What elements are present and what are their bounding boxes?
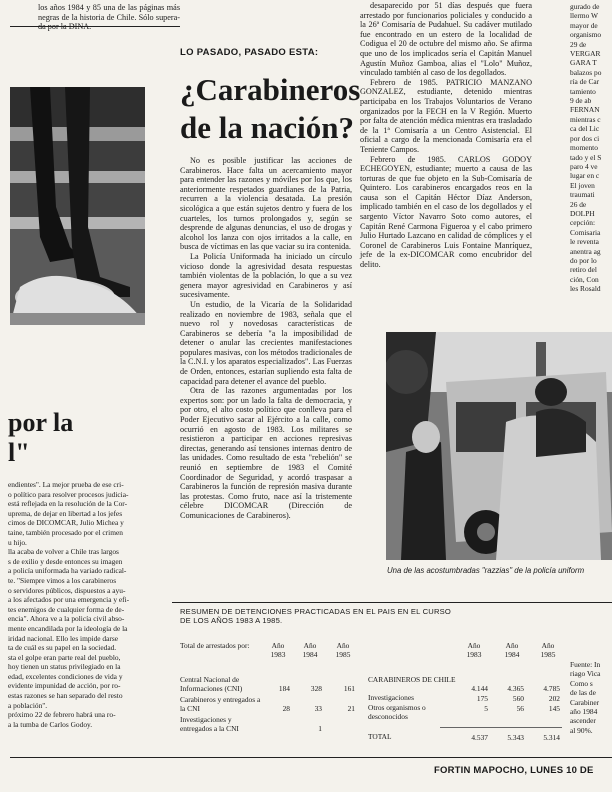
left-headline-line2: l" bbox=[8, 438, 30, 467]
left-column-line: estas razones se han separado del resto bbox=[8, 691, 123, 701]
far-right-line: le reventa bbox=[570, 237, 599, 247]
left-column-text bbox=[8, 480, 166, 729]
far-right-bottom-line: Fuente: In bbox=[570, 660, 601, 669]
far-right-line: momento bbox=[570, 143, 598, 153]
table-right-year-1984: Año 1984 bbox=[504, 641, 520, 659]
far-right-bottom-line: al 90%. bbox=[570, 725, 593, 735]
table-left-row-label: Carabineros y entregados a la CNI bbox=[180, 695, 261, 713]
far-right-bottom-line: ascender bbox=[570, 716, 596, 726]
left-column-line: a los afectados por una emergencia y efi- bbox=[8, 595, 130, 605]
left-column-line: mente encandilada por la ideología de la bbox=[8, 623, 128, 633]
far-right-line: anentra ag bbox=[570, 246, 601, 256]
far-right-line: 9 de ab bbox=[570, 96, 592, 106]
table-left-year-1985: Año 1985 bbox=[335, 641, 351, 659]
table-left-header: Total de arrestados por: bbox=[180, 641, 250, 650]
article-paragraph: Otra de las razones argumentadas por los expertos son: por un lado la falta de democracia, y por otro, el alto costo político que conlleva para el Poder Ejecutivo sacar al Ejército a la calle, como ocurrió en agosto de 1983. Los militares se resistieron a participar en acciones represivas directas, generando así tensiones internas dentro de las unidades. Como resultado de esta "rebelión" se reunió en septiembre de 1983 el Comité Coordinador de Seguridad, y acordó traspasar a Carabineros la función de represión masiva durante las protestas. Como fruto, nace así la tristemente célebre DICOMCAR (Dirección de Comunicaciones de Carabineros). bbox=[180, 386, 352, 520]
far-right-line: ción, Con bbox=[570, 274, 599, 284]
far-right-line: DOLPH bbox=[570, 208, 595, 218]
article-paragraph: desaparecido por 51 días después que fuera arrestado por funcionarios policiales y conducido a la 26ª Comisaría de Pudahuel. Su cadáver mutilado fue encontrado en un estero de la localidad de Codigua el 20 de octubre del mismo año. Se afirma que uno de los implicados sería el Capitán Manuel Agustín Muñoz Gamboa, alias el "Lolo" Muñoz, vinculado también al caso de los degollados. bbox=[360, 1, 532, 78]
divider bbox=[10, 26, 180, 27]
table-right-cell: 175 bbox=[476, 694, 488, 703]
left-column-line: encia". Ahora ve a la policía civil abso- bbox=[8, 614, 125, 624]
table-right-row-label: Investigaciones bbox=[368, 693, 414, 702]
total-rule bbox=[440, 727, 562, 728]
far-right-line: El joven bbox=[570, 180, 595, 190]
table-left-year-1983: Año 1983 bbox=[270, 641, 286, 659]
table-right-cell: 4.365 bbox=[507, 684, 524, 693]
table-left-cell: 33 bbox=[314, 704, 322, 713]
far-right-line: Comisaria bbox=[570, 227, 601, 237]
table-total-cell: 5.314 bbox=[543, 733, 560, 742]
left-headline-line1: por la bbox=[8, 408, 74, 437]
left-column-line: a policía uniformada ha variado radical- bbox=[8, 566, 127, 576]
table-left-cell: 21 bbox=[347, 704, 355, 713]
article-main-column bbox=[180, 156, 352, 521]
left-column-line: edad, excelentes condiciones de vida y bbox=[8, 671, 123, 681]
table-title-line2: DE LOS AÑOS 1983 A 1985. bbox=[180, 616, 283, 625]
left-column-line: uprema, de dejar en libertad a los jefes bbox=[8, 508, 123, 518]
far-right-line: 29 de bbox=[570, 39, 587, 49]
left-column-line: a la tumba de Carlos Godoy. bbox=[8, 719, 93, 729]
far-right-line: gurado de bbox=[570, 2, 600, 11]
far-right-column bbox=[570, 2, 612, 294]
table-right-cell: 560 bbox=[512, 694, 524, 703]
table-left-cell: 28 bbox=[282, 704, 290, 713]
table-right-cell: 4.785 bbox=[543, 684, 560, 693]
table-left-cell: 1 bbox=[318, 724, 322, 733]
far-right-bottom-line: Carabiner bbox=[570, 697, 600, 707]
headline-line2: de la nación? bbox=[180, 110, 354, 145]
article-paragraph: Febrero de 1985. PATRICIO MANZANO GONZALEZ, estudiante, detenido mientras participaba en los Trabajos Voluntarios de Verano organizados por la FECH en la V Región. Muerto por falta de atención médica mientras era trasladado de la 1ª Comisaría a un Centro Asistencial. El oficial a cargo de la mencionada Comisaría era el Teniente Campos. bbox=[360, 77, 532, 154]
left-column-line: o político para resolver procesos judicia- bbox=[8, 489, 129, 499]
table-right-cell: 202 bbox=[548, 694, 560, 703]
far-right-line: tado y el S bbox=[570, 152, 602, 162]
left-column-line: hoy tienen un status privilegiado en la bbox=[8, 662, 121, 672]
left-column-line: lla acaba de volver a Chile tras largos bbox=[8, 547, 119, 557]
top-fragment-text: los años 1984 y 85 una de las páginas más negras de la historia de Chile. Sólo supera- bbox=[38, 3, 180, 22]
footer-rule bbox=[10, 757, 612, 758]
left-column-line: sta el golpe eran parte real del pueblo, bbox=[8, 652, 121, 662]
article-paragraph: No es posible justificar las acciones de Carabineros. Hace falta un acercamiento mayor para entender las razones y móviles por los que, los anteriormente respetados guardianes de la Patria, recurren a la violencia desatada. La presión sicológica a que están sujetos dentro y fuera de los cuarteles, los turnos prolongados y, según se desprende de algunas denuncias, el uso de drogas y alcohol los lanza con ojos irritados a la calle, en busca de víctimas en las que vaciar su ira contenida. bbox=[180, 156, 352, 252]
left-column-line: te. "Siempre vimos a los carabineros bbox=[8, 575, 117, 585]
left-column-line: próximo 22 de febrero habrá una ro- bbox=[8, 710, 116, 720]
far-right-line: 26 de bbox=[570, 199, 587, 209]
far-right-line: mientras c bbox=[570, 114, 601, 124]
far-right-line: traumati bbox=[570, 190, 595, 200]
far-right-bottom-line: Como s bbox=[570, 678, 593, 688]
far-right-line: mayor de bbox=[570, 20, 598, 30]
far-right-line: les Rosald bbox=[570, 284, 601, 294]
footer-dateline: FORTIN MAPOCHO, LUNES 10 DE bbox=[434, 765, 594, 776]
table-right-cell: 56 bbox=[516, 704, 524, 713]
police-raid-photo bbox=[386, 332, 612, 560]
far-right-line: VERGAR bbox=[570, 49, 601, 59]
far-right-line: organismo bbox=[570, 30, 602, 40]
left-column-line: ta de cuál es su papel en la sociedad. bbox=[8, 643, 117, 653]
left-column-line: evidente impunidad de acción, por ro- bbox=[8, 681, 121, 691]
table-right-row-label: Otros organismos o desconocidos bbox=[368, 703, 426, 721]
far-right-bottom-text bbox=[570, 660, 612, 735]
article-paragraph: La Policía Uniformada ha iniciado un círculo vicioso donde la agresividad desata respuestas también violentas de la población, lo que a su vez genera mayor agresividad en Carabineros y así sucesivamente. bbox=[180, 251, 352, 300]
far-right-line: GARA T bbox=[570, 58, 597, 68]
far-right-line: ría de Car bbox=[570, 77, 600, 87]
left-column-line: a población". bbox=[8, 700, 48, 710]
left-column-line: s de exilio y desde entonces su imagen bbox=[8, 556, 123, 566]
table-left-cell: 161 bbox=[343, 684, 355, 693]
far-right-line: ca del Lic bbox=[570, 124, 600, 134]
table-left-cell: 328 bbox=[310, 684, 322, 693]
table-left-cell: 184 bbox=[278, 684, 290, 693]
boots-photo bbox=[10, 87, 145, 325]
left-column-line: endientes". La mejor prueba de ese cri- bbox=[8, 480, 124, 489]
far-right-line: por dos ci bbox=[570, 133, 600, 143]
table-right-cell: 5 bbox=[484, 704, 488, 713]
table-total-label: TOTAL bbox=[368, 732, 392, 741]
table-total-cell: 5.343 bbox=[507, 733, 524, 742]
table-title-line1: RESUMEN DE DETENCIONES PRACTICADAS EN EL PAIS EN EL CURSO bbox=[180, 607, 452, 616]
far-right-line: do por lo bbox=[570, 255, 597, 265]
left-column-line: iridad nacional. Ello les impide darse bbox=[8, 633, 119, 643]
far-right-line: FERNAN bbox=[570, 105, 600, 115]
far-right-line: paro 4 ve bbox=[570, 161, 598, 171]
article-paragraph: Febrero de 1985. CARLOS GODOY ECHEGOYEN, estudiante; muerto a causa de las torturas de que fue objeto en la Sub-Comisaría de Quintero. Los carabineros encargados reos en la causa son el Capitán Héctor Díaz Anderson, implicado también en el caso de los degollados y el sargento Víctor Navarro Soto como autores, el Capitán René Carmona Figueroa y el cabo primero Julio Hurtado Lazcano en calidad de cómplices y el Coronel de Carabineros Luis Fontaine Manríquez, jefe de la ex-DICOMCAR como encubridor del delito. bbox=[360, 154, 532, 270]
far-right-line: lugar en c bbox=[570, 171, 600, 181]
headline-line1: ¿Carabineros bbox=[180, 72, 361, 107]
left-column-line: cimos de DICOMCAR, Julio Michea y bbox=[8, 518, 124, 528]
left-column-line: taine, también procesado por el crimen bbox=[8, 527, 123, 537]
far-right-line: llermo W bbox=[570, 11, 598, 21]
left-column-line: u hijo. bbox=[8, 537, 27, 547]
table-right-row-label: CARABINEROS DE CHILE bbox=[368, 675, 456, 684]
table-total-cell: 4.537 bbox=[471, 733, 488, 742]
far-right-line: balazos po bbox=[570, 67, 602, 77]
photo-caption: Una de las acostumbradas "razzias" de la policía uniform bbox=[387, 566, 585, 575]
table-right-year-1983: Año 1983 bbox=[466, 641, 482, 659]
far-right-bottom-line: riago Vica bbox=[570, 669, 601, 679]
table-right-year-1985: Año 1985 bbox=[540, 641, 556, 659]
article-right-column bbox=[360, 1, 532, 270]
far-right-bottom-line: de las de bbox=[570, 688, 596, 698]
table-top-rule bbox=[172, 602, 612, 603]
far-right-bottom-line: año 1984 bbox=[570, 707, 598, 717]
section-kicker: LO PASADO, PASADO ESTA: bbox=[180, 47, 319, 58]
left-column-line: tes enemigos de cualquier forma de de- bbox=[8, 604, 125, 614]
far-right-line: tamiento bbox=[570, 86, 596, 96]
left-column-line: está reflejada en la resolución de la Cor- bbox=[8, 499, 128, 509]
far-right-line: cepción: bbox=[570, 218, 596, 228]
table-left-year-1984: Año 1984 bbox=[302, 641, 318, 659]
table-left-row-label: Central Nacional de Informaciones (CNI) bbox=[180, 675, 243, 693]
far-right-line: retiro del bbox=[570, 265, 597, 275]
article-paragraph: Un estudio, de la Vicaría de la Solidaridad realizado en noviembre de 1983, señala que el nuevo rol y novedosas características de Carabineros se debería "a la imposibilidad de detener o anular las crecientes manifestaciones populares masivas, con los métodos tradicionales de la C.N.I. y los aparatos especializados". Las Fuerzas de Orden, entonces, estarían supliendo esta falta de capacidad para detener el avance del pueblo. bbox=[180, 299, 352, 386]
table-right-cell: 145 bbox=[548, 704, 560, 713]
left-column-line: o servidores públicos, dispuestos a ayu- bbox=[8, 585, 126, 595]
table-left-row-label: Investigaciones y entregados a la CNI bbox=[180, 715, 239, 733]
table-right-cell: 4.144 bbox=[471, 684, 488, 693]
